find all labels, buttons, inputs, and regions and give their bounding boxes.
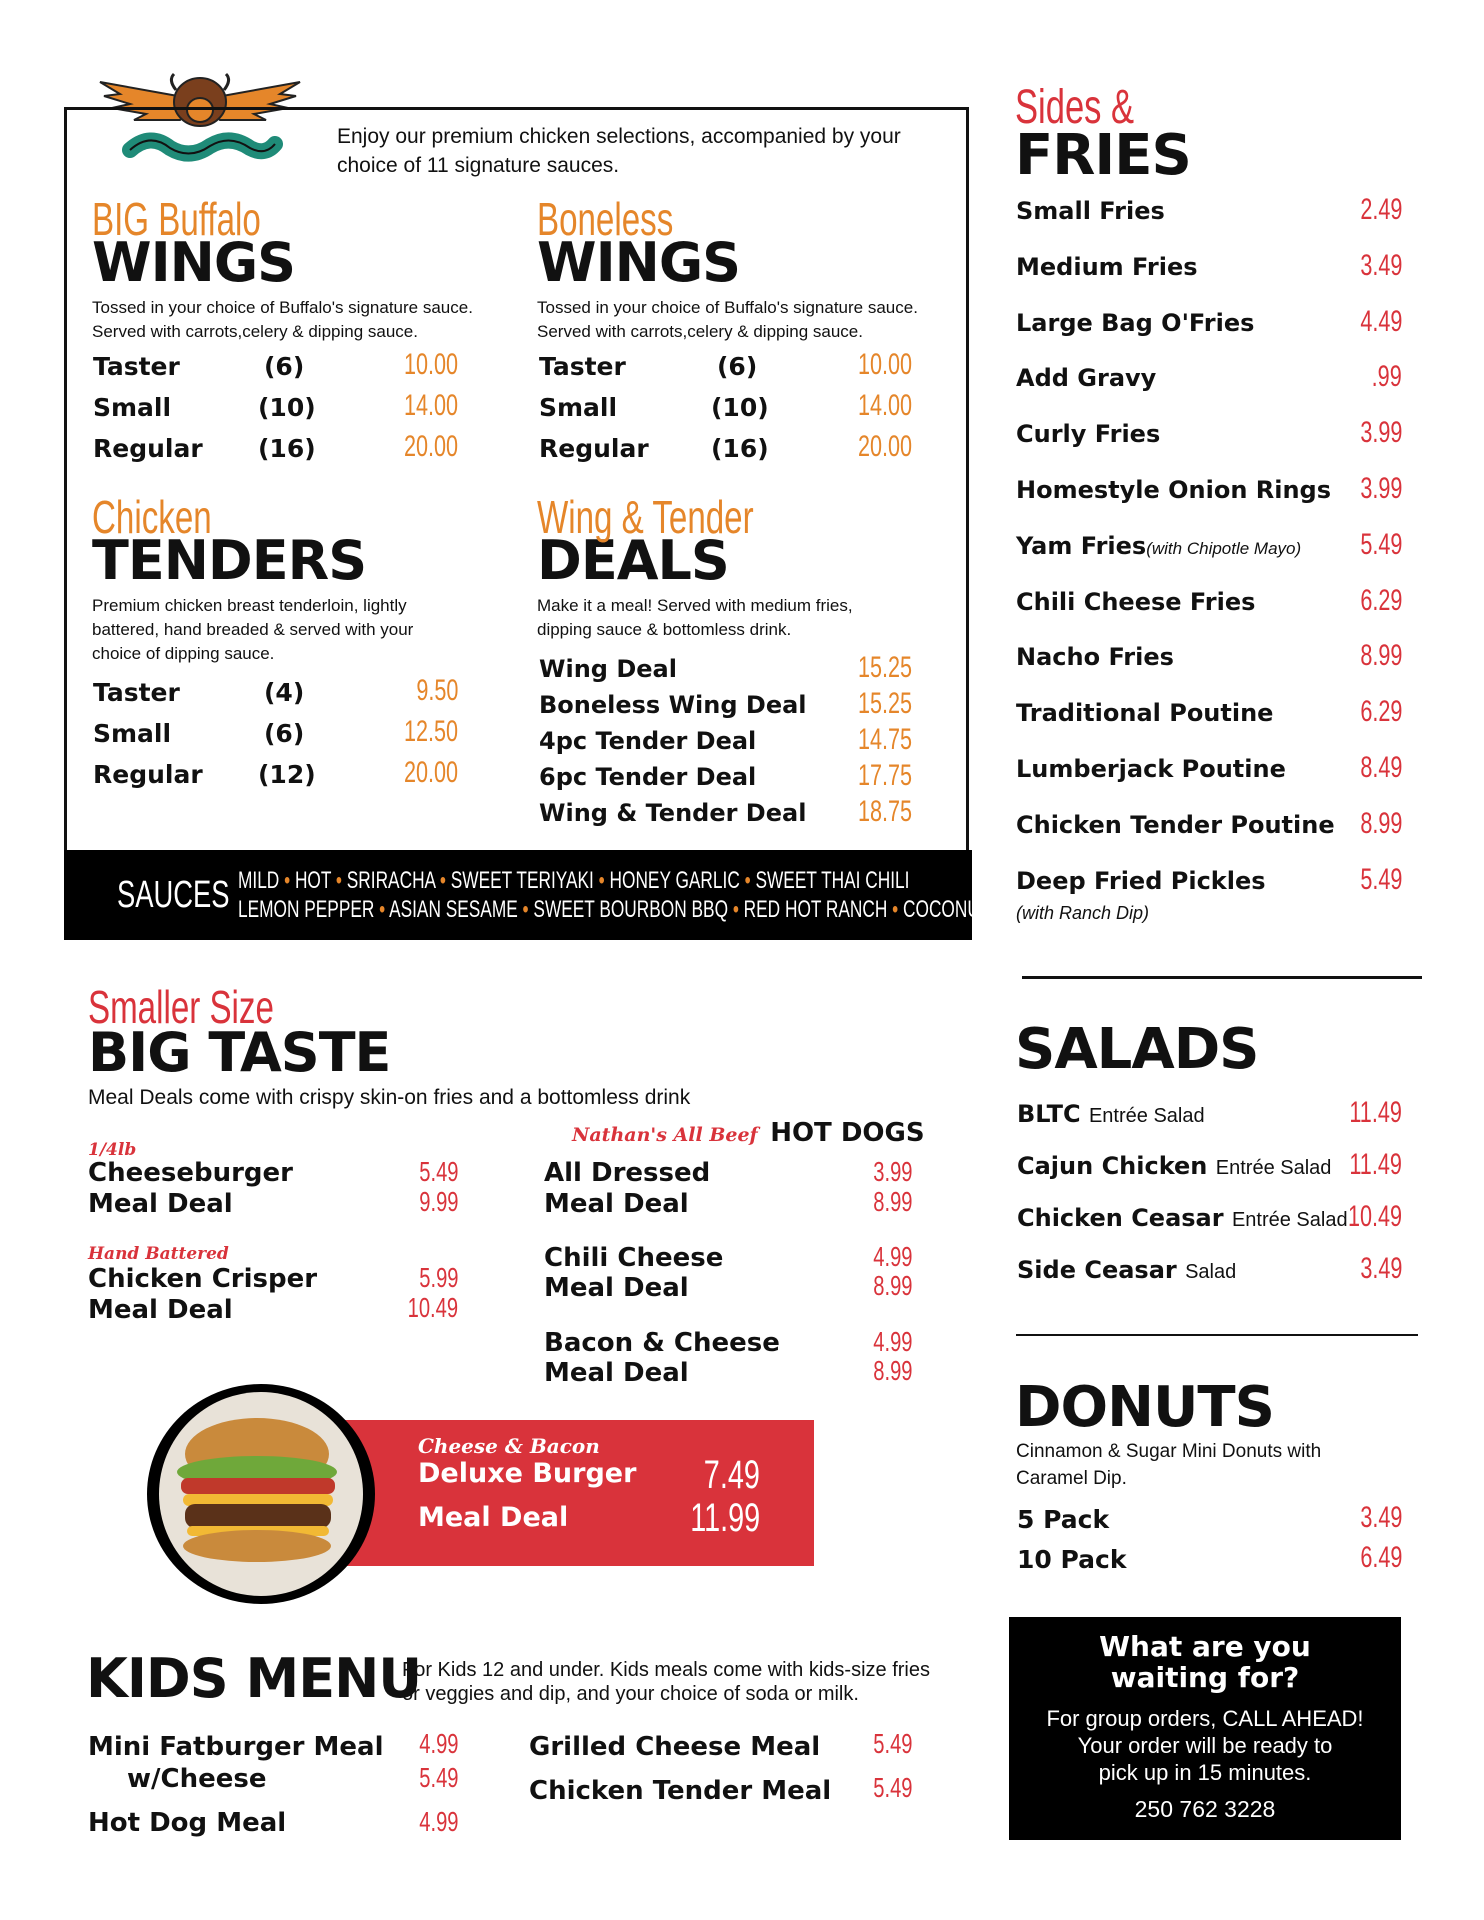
- hotdogs-header: [572, 1118, 925, 1148]
- salads-title: SALADS: [1015, 1017, 1259, 1082]
- side-item-note: (with Chipotle Mayo): [1146, 539, 1302, 558]
- big-taste-desc: Meal Deals come with crispy skin-on fries and a bottomless drink: [88, 1086, 691, 1109]
- menu-item: Taster: [93, 678, 180, 707]
- deluxe-price: 7.49: [703, 1453, 760, 1497]
- side-item: Small Fries: [1016, 197, 1165, 225]
- deal-item: Boneless Wing Deal: [539, 691, 807, 719]
- menu-item-price: 9.50: [415, 674, 458, 707]
- side-item-price: 6.29: [1359, 584, 1402, 617]
- deal-price: 14.75: [857, 723, 912, 756]
- menu-item: Small: [93, 719, 172, 748]
- side-item: Yam Fries(with Chipotle Mayo): [1016, 532, 1302, 560]
- side-item-price: 8.49: [1359, 751, 1402, 784]
- menu-item-qty: (6): [264, 352, 305, 381]
- tenders-kicker: Chicken: [92, 491, 212, 543]
- hotdog-line2: Meal Deal: [544, 1273, 689, 1303]
- menu-item-qty: (16): [258, 434, 316, 463]
- crisper-line1: Chicken Crisper: [88, 1264, 318, 1294]
- sauces-label: SAUCES: [117, 874, 230, 916]
- menu-item-qty: (6): [264, 719, 305, 748]
- side-item-price: 4.49: [1359, 305, 1402, 338]
- crisper-line2: Meal Deal: [88, 1295, 233, 1325]
- salad-item: Cajun Chicken Entrée Salad: [1017, 1152, 1332, 1180]
- sauces-bar: [64, 850, 1040, 940]
- kids-title: KIDS MENU: [86, 1647, 422, 1710]
- intro-text: Enjoy our premium chicken selections, accompanied by your choice of 11 signature sauces.: [337, 125, 901, 177]
- side-item-price: 3.49: [1359, 249, 1402, 282]
- salad-price: 11.49: [1349, 1096, 1402, 1129]
- side-item-price: 6.29: [1359, 695, 1402, 728]
- boneless-wings-desc: Tossed in your choice of Buffalo's signature sauce. Served with carrots,celery & dipping sauce.: [537, 298, 918, 341]
- deluxe-line1: Deluxe Burger: [418, 1458, 637, 1489]
- donut-item: 10 Pack: [1017, 1545, 1127, 1574]
- donut-price: 3.49: [1359, 1501, 1402, 1534]
- salad-price: 10.49: [1347, 1200, 1402, 1233]
- hotdog-price: 4.99: [872, 1326, 912, 1357]
- side-item-price: 3.99: [1359, 416, 1402, 449]
- kids-item: Hot Dog Meal: [88, 1808, 287, 1838]
- cheeseburger-meal-price: 9.99: [418, 1186, 458, 1217]
- hotdog-line1: Chili Cheese: [544, 1243, 724, 1273]
- hotdog-price: 4.99: [872, 1241, 912, 1272]
- menu-item-qty: (4): [264, 678, 305, 707]
- deal-item: Wing Deal: [539, 655, 677, 683]
- divider: [1016, 1334, 1418, 1336]
- donuts-title: DONUTS: [1015, 1375, 1274, 1440]
- kids-item: Grilled Cheese Meal: [529, 1732, 821, 1762]
- kids-price: 4.99: [418, 1806, 458, 1837]
- big-wings-kicker: BIG Buffalo: [92, 193, 261, 245]
- big-wings-title: WINGS: [92, 231, 296, 294]
- side-item: Nacho Fries: [1016, 643, 1174, 671]
- side-item-price: 5.49: [1359, 528, 1402, 561]
- deluxe-meal-price: 11.99: [690, 1496, 760, 1540]
- menu-item: Taster: [93, 352, 180, 381]
- kids-item: Mini Fatburger Meal: [88, 1732, 384, 1762]
- side-item: Large Bag O'Fries: [1016, 309, 1255, 337]
- tenders-title: TENDERS: [92, 529, 367, 592]
- hotdogs-title: HOT DOGS: [770, 1118, 925, 1148]
- side-item-price: 3.99: [1359, 472, 1402, 505]
- menu-item-price: 10.00: [403, 348, 458, 381]
- crisper-meal-price: 10.49: [407, 1292, 458, 1323]
- menu-item: Regular: [93, 760, 203, 789]
- hotdog-line2: Meal Deal: [544, 1358, 689, 1388]
- salad-price: 3.49: [1359, 1252, 1402, 1285]
- menu-item-price: 14.00: [403, 389, 458, 422]
- deal-price: 15.25: [857, 651, 912, 684]
- donut-item: 5 Pack: [1017, 1505, 1110, 1534]
- kids-item: Chicken Tender Meal: [529, 1776, 832, 1806]
- kids-item: w/Cheese: [127, 1764, 267, 1794]
- hotdogs-tag: Nathan's All Beef: [572, 1124, 758, 1146]
- menu-item: Small: [539, 393, 618, 422]
- big-wings-section: [92, 193, 512, 344]
- side-item: Lumberjack Poutine: [1016, 755, 1286, 783]
- kids-price: 5.49: [872, 1772, 912, 1803]
- side-item-price: 2.49: [1359, 193, 1402, 226]
- kids-price: 4.99: [418, 1728, 458, 1759]
- boneless-wings-title: WINGS: [537, 231, 741, 294]
- call-ahead-box: [1009, 1617, 1401, 1840]
- menu-item: Regular: [93, 434, 203, 463]
- divider: [1022, 976, 1422, 979]
- menu-item-qty: (16): [711, 434, 769, 463]
- side-item: Add Gravy: [1016, 364, 1157, 392]
- side-item: Chili Cheese Fries: [1016, 588, 1256, 616]
- cheeseburger-line2: Meal Deal: [88, 1189, 233, 1219]
- menu-item-price: 10.00: [857, 348, 912, 381]
- menu-item: Taster: [539, 352, 626, 381]
- boneless-wings-section: [537, 193, 957, 344]
- pickles-note: (with Ranch Dip): [1016, 903, 1150, 923]
- sauces-line-2: LEMON PEPPER • ASIAN SESAME • SWEET BOURBON BBQ • RED HOT RANCH • COCONUT JERK: [238, 896, 1040, 923]
- salad-item: BLTC Entrée Salad: [1017, 1100, 1205, 1128]
- menu-item: Small: [93, 393, 172, 422]
- side-item: Medium Fries: [1016, 253, 1198, 281]
- menu-item-price: 12.50: [403, 715, 458, 748]
- donut-price: 6.49: [1359, 1541, 1402, 1574]
- deals-section: [537, 491, 957, 642]
- menu-item-price: 20.00: [403, 756, 458, 789]
- menu-item-price: 14.00: [857, 389, 912, 422]
- salad-price: 11.49: [1349, 1148, 1402, 1181]
- side-item: Deep Fried Pickles: [1016, 867, 1266, 895]
- tenders-desc: Premium chicken breast tenderloin, lightly battered, hand breaded & served with your choice of dipping sauce.: [92, 596, 414, 663]
- cheeseburger-tag: 1/4lb: [88, 1140, 137, 1160]
- boneless-wings-kicker: Boneless: [537, 193, 674, 245]
- deal-price: 18.75: [857, 795, 912, 828]
- kids-price: 5.49: [418, 1762, 458, 1793]
- sides-kicker: Sides &: [1015, 81, 1135, 134]
- side-item-price: 8.99: [1359, 639, 1402, 672]
- menu-item-qty: (6): [717, 352, 758, 381]
- cheeseburger-price: 5.49: [418, 1156, 458, 1187]
- burger-photo: [147, 1384, 375, 1604]
- deal-item: 6pc Tender Deal: [539, 763, 757, 791]
- big-taste-section: [88, 981, 888, 1110]
- hotdog-line1: All Dressed: [544, 1158, 711, 1188]
- menu-item-qty: (10): [711, 393, 769, 422]
- hotdog-meal-price: 8.99: [872, 1355, 912, 1386]
- deals-title: DEALS: [537, 529, 729, 592]
- menu-item-price: 20.00: [857, 430, 912, 463]
- deals-desc: Make it a meal! Served with medium fries, dipping sauce & bottomless drink.: [537, 596, 853, 639]
- donuts-desc: Cinnamon & Sugar Mini Donuts with Caramel Dip.: [1016, 1441, 1322, 1489]
- sauces-line-1: MILD • HOT • SRIRACHA • SWEET TERIYAKI • HONEY GARLIC • SWEET THAI CHILI: [238, 867, 910, 894]
- menu-item: Regular: [539, 434, 649, 463]
- deal-price: 15.25: [857, 687, 912, 720]
- kids-price: 5.49: [872, 1728, 912, 1759]
- hotdog-meal-price: 8.99: [872, 1186, 912, 1217]
- menu-item-qty: (12): [258, 760, 316, 789]
- menu-item-qty: (10): [258, 393, 316, 422]
- hotdog-line2: Meal Deal: [544, 1189, 689, 1219]
- salad-item: Chicken Ceasar Entrée Salad: [1017, 1204, 1348, 1232]
- deal-item: Wing & Tender Deal: [539, 799, 807, 827]
- deal-item: 4pc Tender Deal: [539, 727, 757, 755]
- hotdog-meal-price: 8.99: [872, 1270, 912, 1301]
- deal-price: 17.75: [857, 759, 912, 792]
- sides-section: [1015, 81, 1191, 188]
- menu-item-price: 20.00: [403, 430, 458, 463]
- big-taste-title: BIG TASTE: [88, 1021, 391, 1084]
- cheeseburger-line1: Cheeseburger: [88, 1158, 293, 1188]
- side-item-price: 5.49: [1359, 863, 1402, 896]
- tenders-section: [92, 491, 512, 666]
- deals-kicker: Wing & Tender: [537, 491, 754, 543]
- side-item-price: 8.99: [1359, 807, 1402, 840]
- side-item: Chicken Tender Poutine: [1016, 811, 1335, 839]
- call-ahead-title: What are you waiting for?: [1099, 1630, 1311, 1694]
- crisper-price: 5.99: [418, 1262, 458, 1293]
- sides-title: FRIES: [1015, 123, 1191, 188]
- big-taste-kicker: Smaller Size: [88, 981, 274, 1033]
- hotdog-line1: Bacon & Cheese: [544, 1328, 780, 1358]
- side-item-price: .99: [1371, 360, 1402, 393]
- side-item: Traditional Poutine: [1016, 699, 1274, 727]
- kids-desc: For Kids 12 and under. Kids meals come with kids-size fries or veggies and dip, and your choice of soda or milk.: [402, 1659, 930, 1705]
- crisper-tag: Hand Battered: [88, 1244, 229, 1264]
- side-item: Curly Fries: [1016, 420, 1161, 448]
- big-wings-desc: Tossed in your choice of Buffalo's signature sauce. Served with carrots,celery & dipping sauce.: [92, 298, 473, 341]
- call-ahead-text: For group orders, CALL AHEAD! Your order will be ready to pick up in 15 minutes.: [1046, 1706, 1364, 1785]
- phone-number[interactable]: 250 762 3228: [1134, 1796, 1276, 1822]
- salad-item: Side Ceasar Salad: [1017, 1256, 1237, 1284]
- side-item: Homestyle Onion Rings: [1016, 476, 1332, 504]
- deluxe-line2: Meal Deal: [418, 1502, 569, 1533]
- deluxe-tag: Cheese & Bacon: [418, 1434, 600, 1458]
- hotdog-price: 3.99: [872, 1156, 912, 1187]
